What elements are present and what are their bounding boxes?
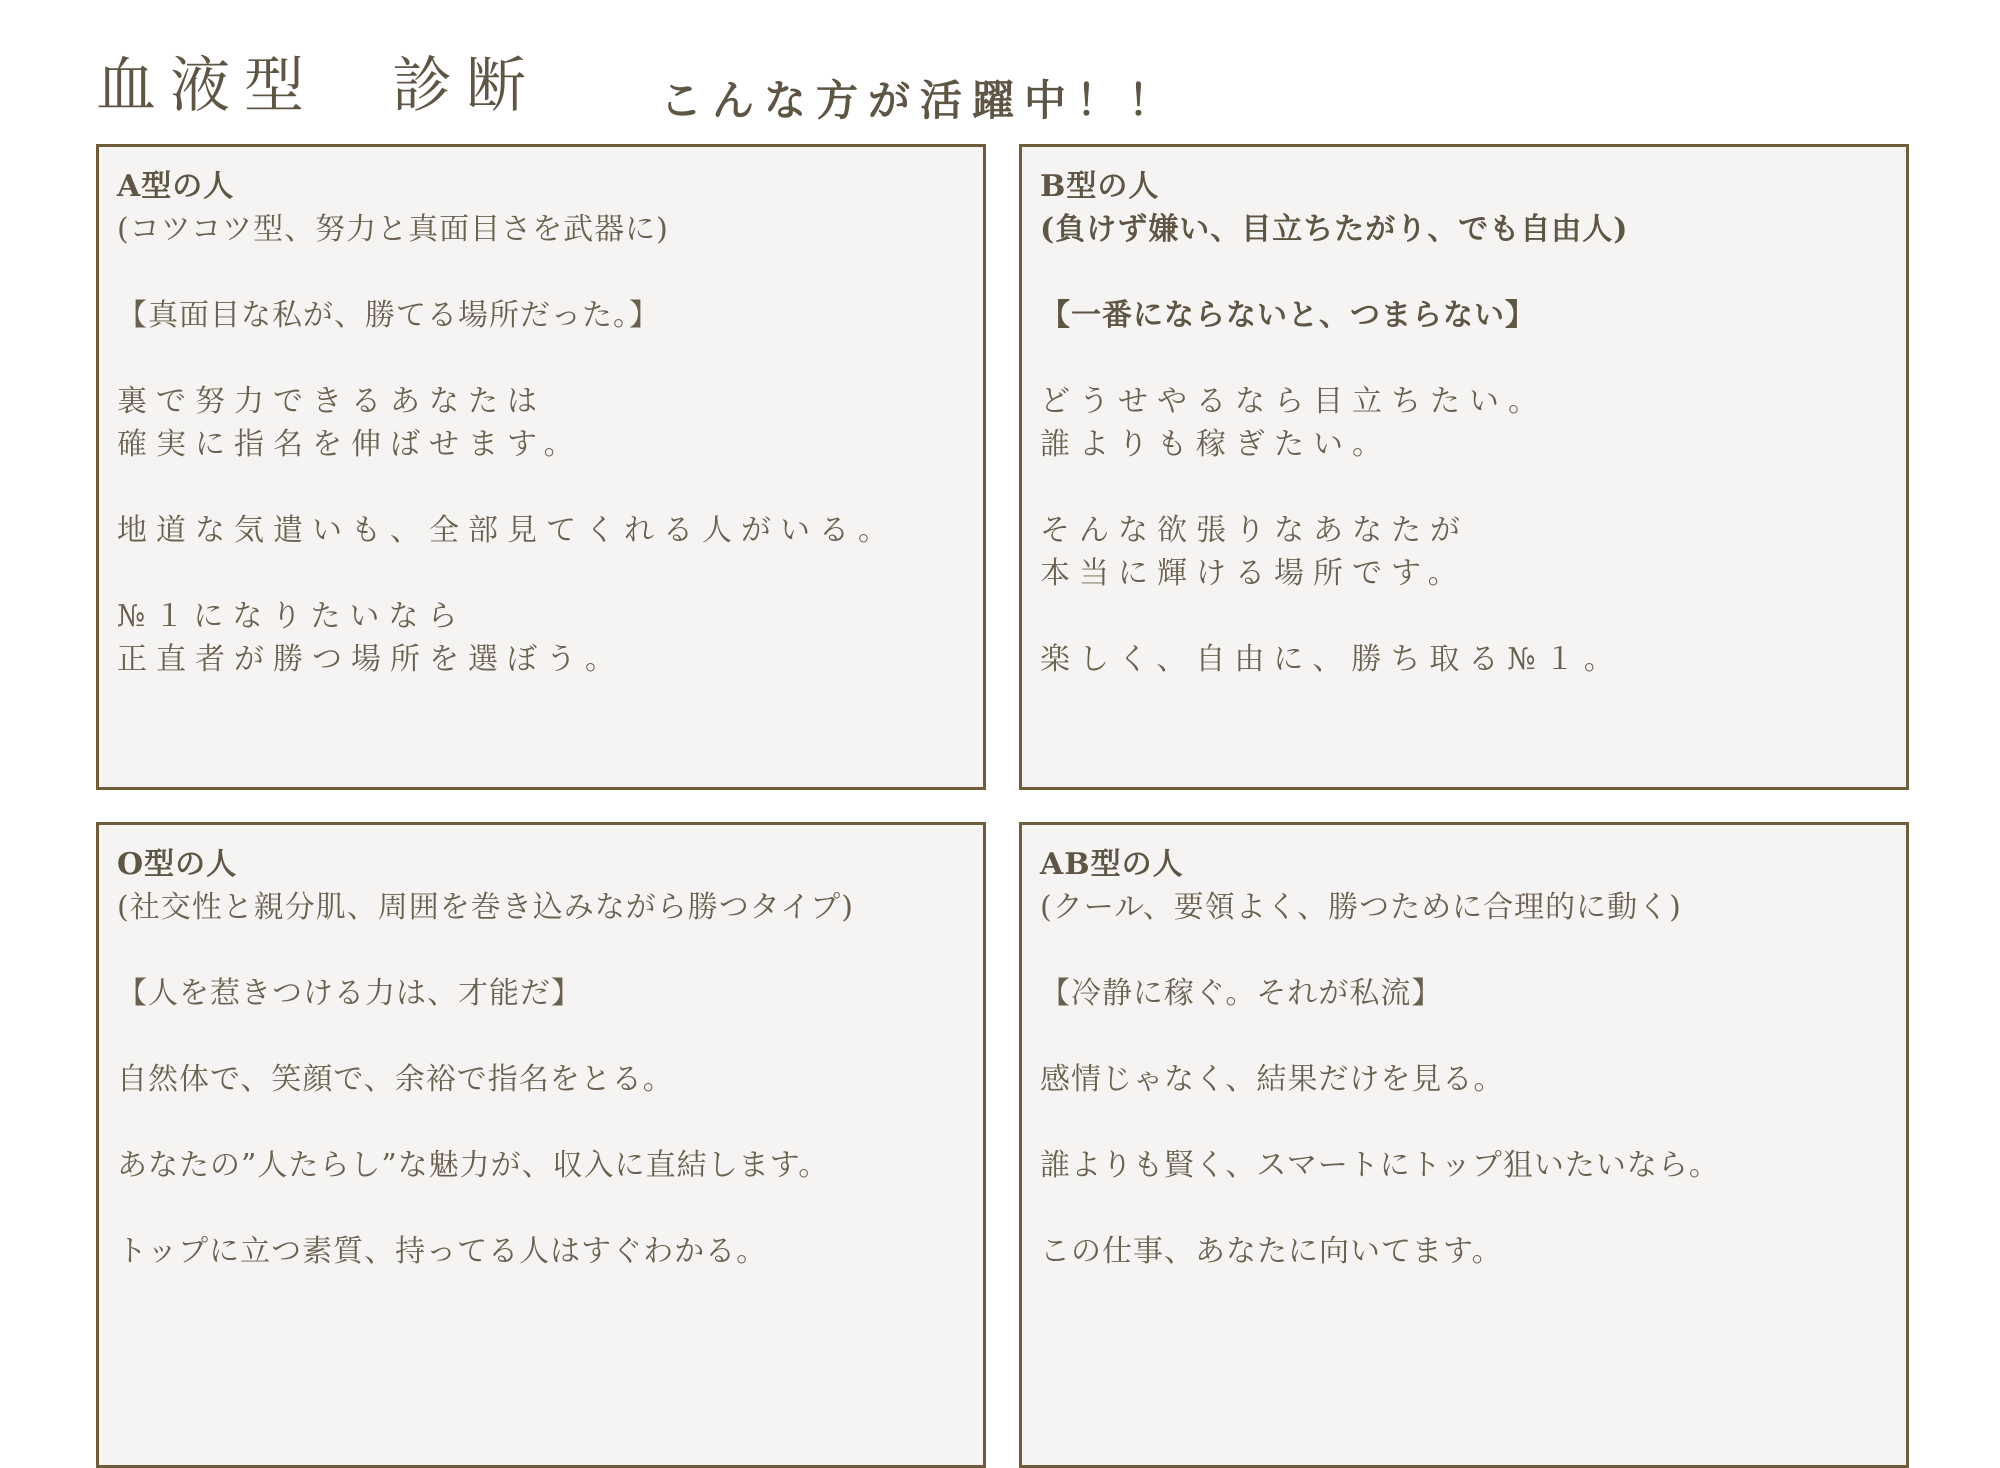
blood-type-o-card (96, 822, 986, 1468)
card-body-line (117, 1187, 965, 1230)
card-catchphrase: 【真面目な私が、勝てる場所だった。】 (117, 298, 660, 333)
card-body-line (1040, 1101, 1888, 1144)
card-body-line: トップに立つ素質、持ってる人はすぐわかる。 (117, 1234, 768, 1269)
card-body-line: №１になりたいなら (117, 599, 467, 634)
card-title: A型の人 (117, 169, 235, 204)
card-body-line: 誰よりも賢く、スマートにトップ狙いたいなら。 (1040, 1148, 1720, 1183)
card-body-line: 本当に輝ける場所です。 (1040, 556, 1467, 591)
card-catchphrase: 【一番にならないと、つまらない】 (1040, 298, 1536, 333)
card-catchphrase: 【冷静に稼ぐ。それが私流】 (1040, 976, 1443, 1011)
card-catchphrase: 【人を惹きつける力は、才能だ】 (117, 976, 582, 1011)
card-body-line (117, 552, 965, 595)
card-title: O型の人 (117, 847, 238, 882)
card-body-line (117, 466, 965, 509)
card-title: AB型の人 (1040, 847, 1184, 882)
page-title: 血液型 診断 (96, 51, 540, 121)
card-body-line (117, 1101, 965, 1144)
card-body-line: この仕事、あなたに向いてます。 (1040, 1234, 1503, 1269)
card-body-line (1040, 1187, 1888, 1230)
card-subtitle: (負けず嫌い、目立ちたがり、でも自由人) (1040, 212, 1629, 247)
card-title: B型の人 (1040, 169, 1160, 204)
card-body-line: あなたの”人たらし”な魅力が、収入に直結します。 (117, 1148, 830, 1183)
blood-type-b-card (1019, 144, 1909, 790)
card-body-line: 裏で努力できるあなたは (117, 384, 546, 419)
card-body-line: そんな欲張りなあなたが (1040, 513, 1469, 548)
blood-type-a-card (96, 144, 986, 790)
card-body-line: 地道な気遣いも、全部見てくれる人がいる。 (117, 513, 897, 548)
card-body-line (1040, 466, 1888, 509)
card-body-line: 誰よりも稼ぎたい。 (1040, 427, 1391, 462)
card-body-line (1040, 595, 1888, 638)
card-subtitle: (コツコツ型、努力と真面目さを武器に) (117, 212, 669, 247)
card-body-line: 正直者が勝つ場所を選ぼう。 (117, 642, 624, 677)
card-body-line: 確実に指名を伸ばせます。 (117, 427, 583, 462)
card-body-line: どうせやるなら目立ちたい。 (1040, 384, 1547, 419)
card-body-line: 自然体で、笑顔で、余裕で指名をとる。 (117, 1062, 674, 1097)
card-subtitle: (社交性と親分肌、周囲を巻き込みながら勝つタイプ) (117, 890, 854, 925)
card-body-line: 感情じゃなく、結果だけを見る。 (1040, 1062, 1505, 1097)
blood-type-ab-card (1019, 822, 1909, 1468)
page-subtitle: こんな方が活躍中！！ (660, 76, 1181, 125)
card-body-line: 楽しく、自由に、勝ち取る№１。 (1040, 642, 1623, 677)
card-subtitle: (クール、要領よく、勝つために合理的に動く) (1040, 890, 1682, 925)
